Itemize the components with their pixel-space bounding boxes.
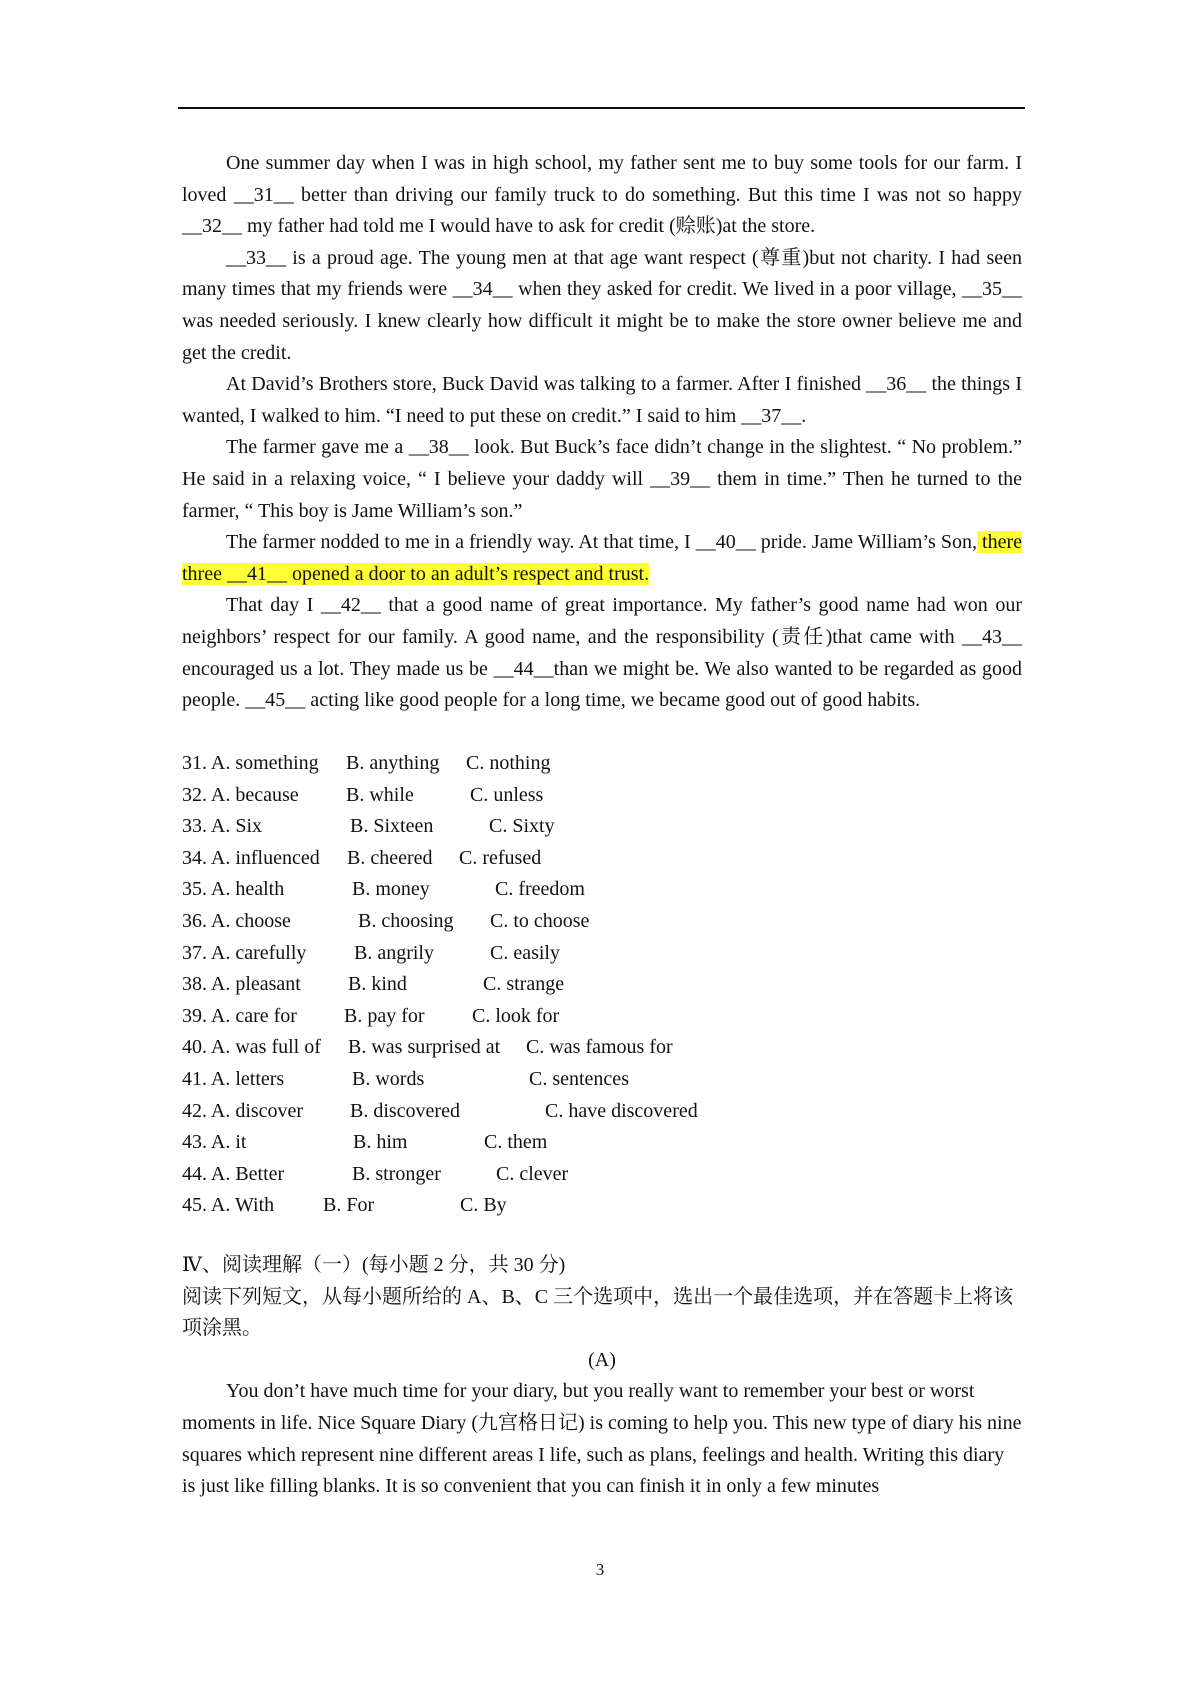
option-a: 41. A. letters — [182, 1067, 285, 1090]
option-b: B. stronger — [352, 1162, 441, 1185]
passage-paragraph — [182, 527, 1022, 590]
reading-section — [182, 1250, 1022, 1503]
passage-paragraph: The farmer gave me a __38__ look. But Buck’s face didn’t change in the slightest. “ No problem.” He said in a relaxing voice, “ I believe your daddy will __39__ them in time.” Then he turned to the farmer, “ This boy is Jame William’s son.” — [182, 436, 1022, 522]
question-row — [182, 811, 1022, 843]
option-a: 44. A. Better — [182, 1162, 285, 1185]
option-b: B. choosing — [358, 909, 454, 932]
option-a: 31. A. something — [182, 752, 319, 774]
option-b: B. anything — [346, 752, 440, 774]
passage-paragraph: That day I __42__ that a good name of great importance. My father’s good name had won our neighbors’ respect for our family. A good name, and the responsibility (责任)that came with __43__ encouraged us a lot. They made us be __44__than we might be. We also wanted to be regarded as good people. __45__ acting like good people for a long time, we became good out of good habits. — [182, 594, 1022, 712]
question-row — [182, 1001, 1022, 1033]
question-row — [182, 906, 1022, 938]
option-b: B. him — [353, 1131, 408, 1154]
option-c: C. clever — [496, 1162, 569, 1185]
option-c: C. was famous for — [526, 1036, 673, 1059]
section-instruction: 阅读下列短文，从每小题所给的 A、B、C 三个选项中，选出一个最佳选项，并在答题卡上将该项涂黑。 — [182, 1285, 1014, 1340]
question-row — [182, 1159, 1022, 1191]
header-rule — [178, 107, 1025, 109]
option-c: C. unless — [470, 783, 544, 806]
option-c: C. strange — [483, 973, 565, 996]
option-a: 45. A. With — [182, 1194, 275, 1217]
option-b: B. was surprised at — [348, 1036, 501, 1059]
question-row — [182, 1127, 1022, 1159]
question-row — [182, 1032, 1022, 1064]
option-c: C. have discovered — [545, 1099, 698, 1122]
option-a: 37. A. carefully — [182, 941, 307, 964]
option-c: C. By — [460, 1194, 507, 1217]
option-c: C. look for — [472, 1004, 560, 1027]
option-c: C. them — [484, 1131, 548, 1154]
question-row — [182, 780, 1022, 812]
option-a: 39. A. care for — [182, 1004, 297, 1027]
option-a: 35. A. health — [182, 878, 285, 901]
question-row — [182, 938, 1022, 970]
option-a: 42. A. discover — [182, 1099, 304, 1122]
option-b: B. discovered — [350, 1099, 460, 1122]
option-a: 40. A. was full of — [182, 1036, 321, 1059]
passage-paragraph: You don’t have much time for your diary, but you really want to remember your best or worst moments in life. Nice Square Diary (九宫格日记) is coming to help you. This new type of diary his nine squares which represent nine different areas I life, such as plans, feelings and health. Writing this diary is just like filling blanks. It is so convenient that you can finish it in only a few minutes — [182, 1380, 1022, 1498]
question-row — [182, 874, 1022, 906]
question-row — [182, 843, 1022, 875]
answer-options — [182, 748, 1022, 1222]
option-b: B. kind — [348, 973, 407, 996]
option-b: B. while — [346, 783, 414, 806]
page-number: 3 — [595, 1560, 605, 1579]
question-row — [182, 1064, 1022, 1096]
question-row — [182, 969, 1022, 1001]
option-c: C. Sixty — [489, 815, 555, 838]
option-b: B. cheered — [347, 846, 433, 869]
question-row — [182, 1190, 1022, 1222]
option-b: B. pay for — [344, 1004, 425, 1027]
cloze-passage — [182, 148, 1022, 717]
option-b: B. angrily — [354, 941, 434, 964]
reading-passage — [182, 1376, 1022, 1502]
option-b: B. money — [352, 878, 430, 901]
question-row — [182, 1096, 1022, 1128]
option-a: 43. A. it — [182, 1131, 247, 1154]
section-heading: Ⅳ、阅读理解（一）(每小题 2 分，共 30 分) — [182, 1254, 566, 1276]
option-b: B. words — [352, 1067, 425, 1090]
option-c: C. nothing — [466, 752, 551, 774]
option-b: B. For — [323, 1194, 375, 1217]
highlighted-text: there three __41__ opened a door to an adult’s respect and trust. — [182, 531, 1022, 585]
option-c: C. freedom — [495, 878, 585, 901]
option-c: C. refused — [459, 846, 542, 869]
option-b: B. Sixteen — [350, 815, 434, 838]
option-a: 34. A. influenced — [182, 846, 320, 869]
option-c: C. sentences — [529, 1067, 629, 1090]
option-a: 36. A. choose — [182, 909, 291, 932]
passage-paragraph: __33__ is a proud age. The young men at that age want respect (尊重)but not charity. I had seen many times that my friends were __34__ when they asked for credit. We lived in a poor village, __35__ was needed seriously. I knew clearly how difficult it might be to make the store owner believe me and get the credit. — [182, 246, 1022, 364]
option-a: 38. A. pleasant — [182, 973, 301, 996]
option-a: 33. A. Six — [182, 815, 263, 838]
passage-label: (A) — [588, 1348, 616, 1371]
question-row — [182, 748, 1022, 780]
passage-paragraph: At David’s Brothers store, Buck David was talking to a farmer. After I finished __36__ the things I wanted, I walked to him. “I need to put these on credit.” I said to him __37__. — [182, 373, 1022, 427]
option-c: C. easily — [490, 941, 560, 964]
passage-text: The farmer nodded to me in a friendly way. At that time, I __40__ pride. Jame William’s Son, — [226, 531, 977, 554]
option-c: C. to choose — [490, 909, 590, 932]
option-a: 32. A. because — [182, 783, 299, 806]
passage-paragraph: One summer day when I was in high school, my father sent me to buy some tools for our farm. I loved __31__ better than driving our family truck to do something. But this time I was not so happy __32__ my father had told me I would have to ask for credit (赊账)at the store. — [182, 152, 1022, 238]
